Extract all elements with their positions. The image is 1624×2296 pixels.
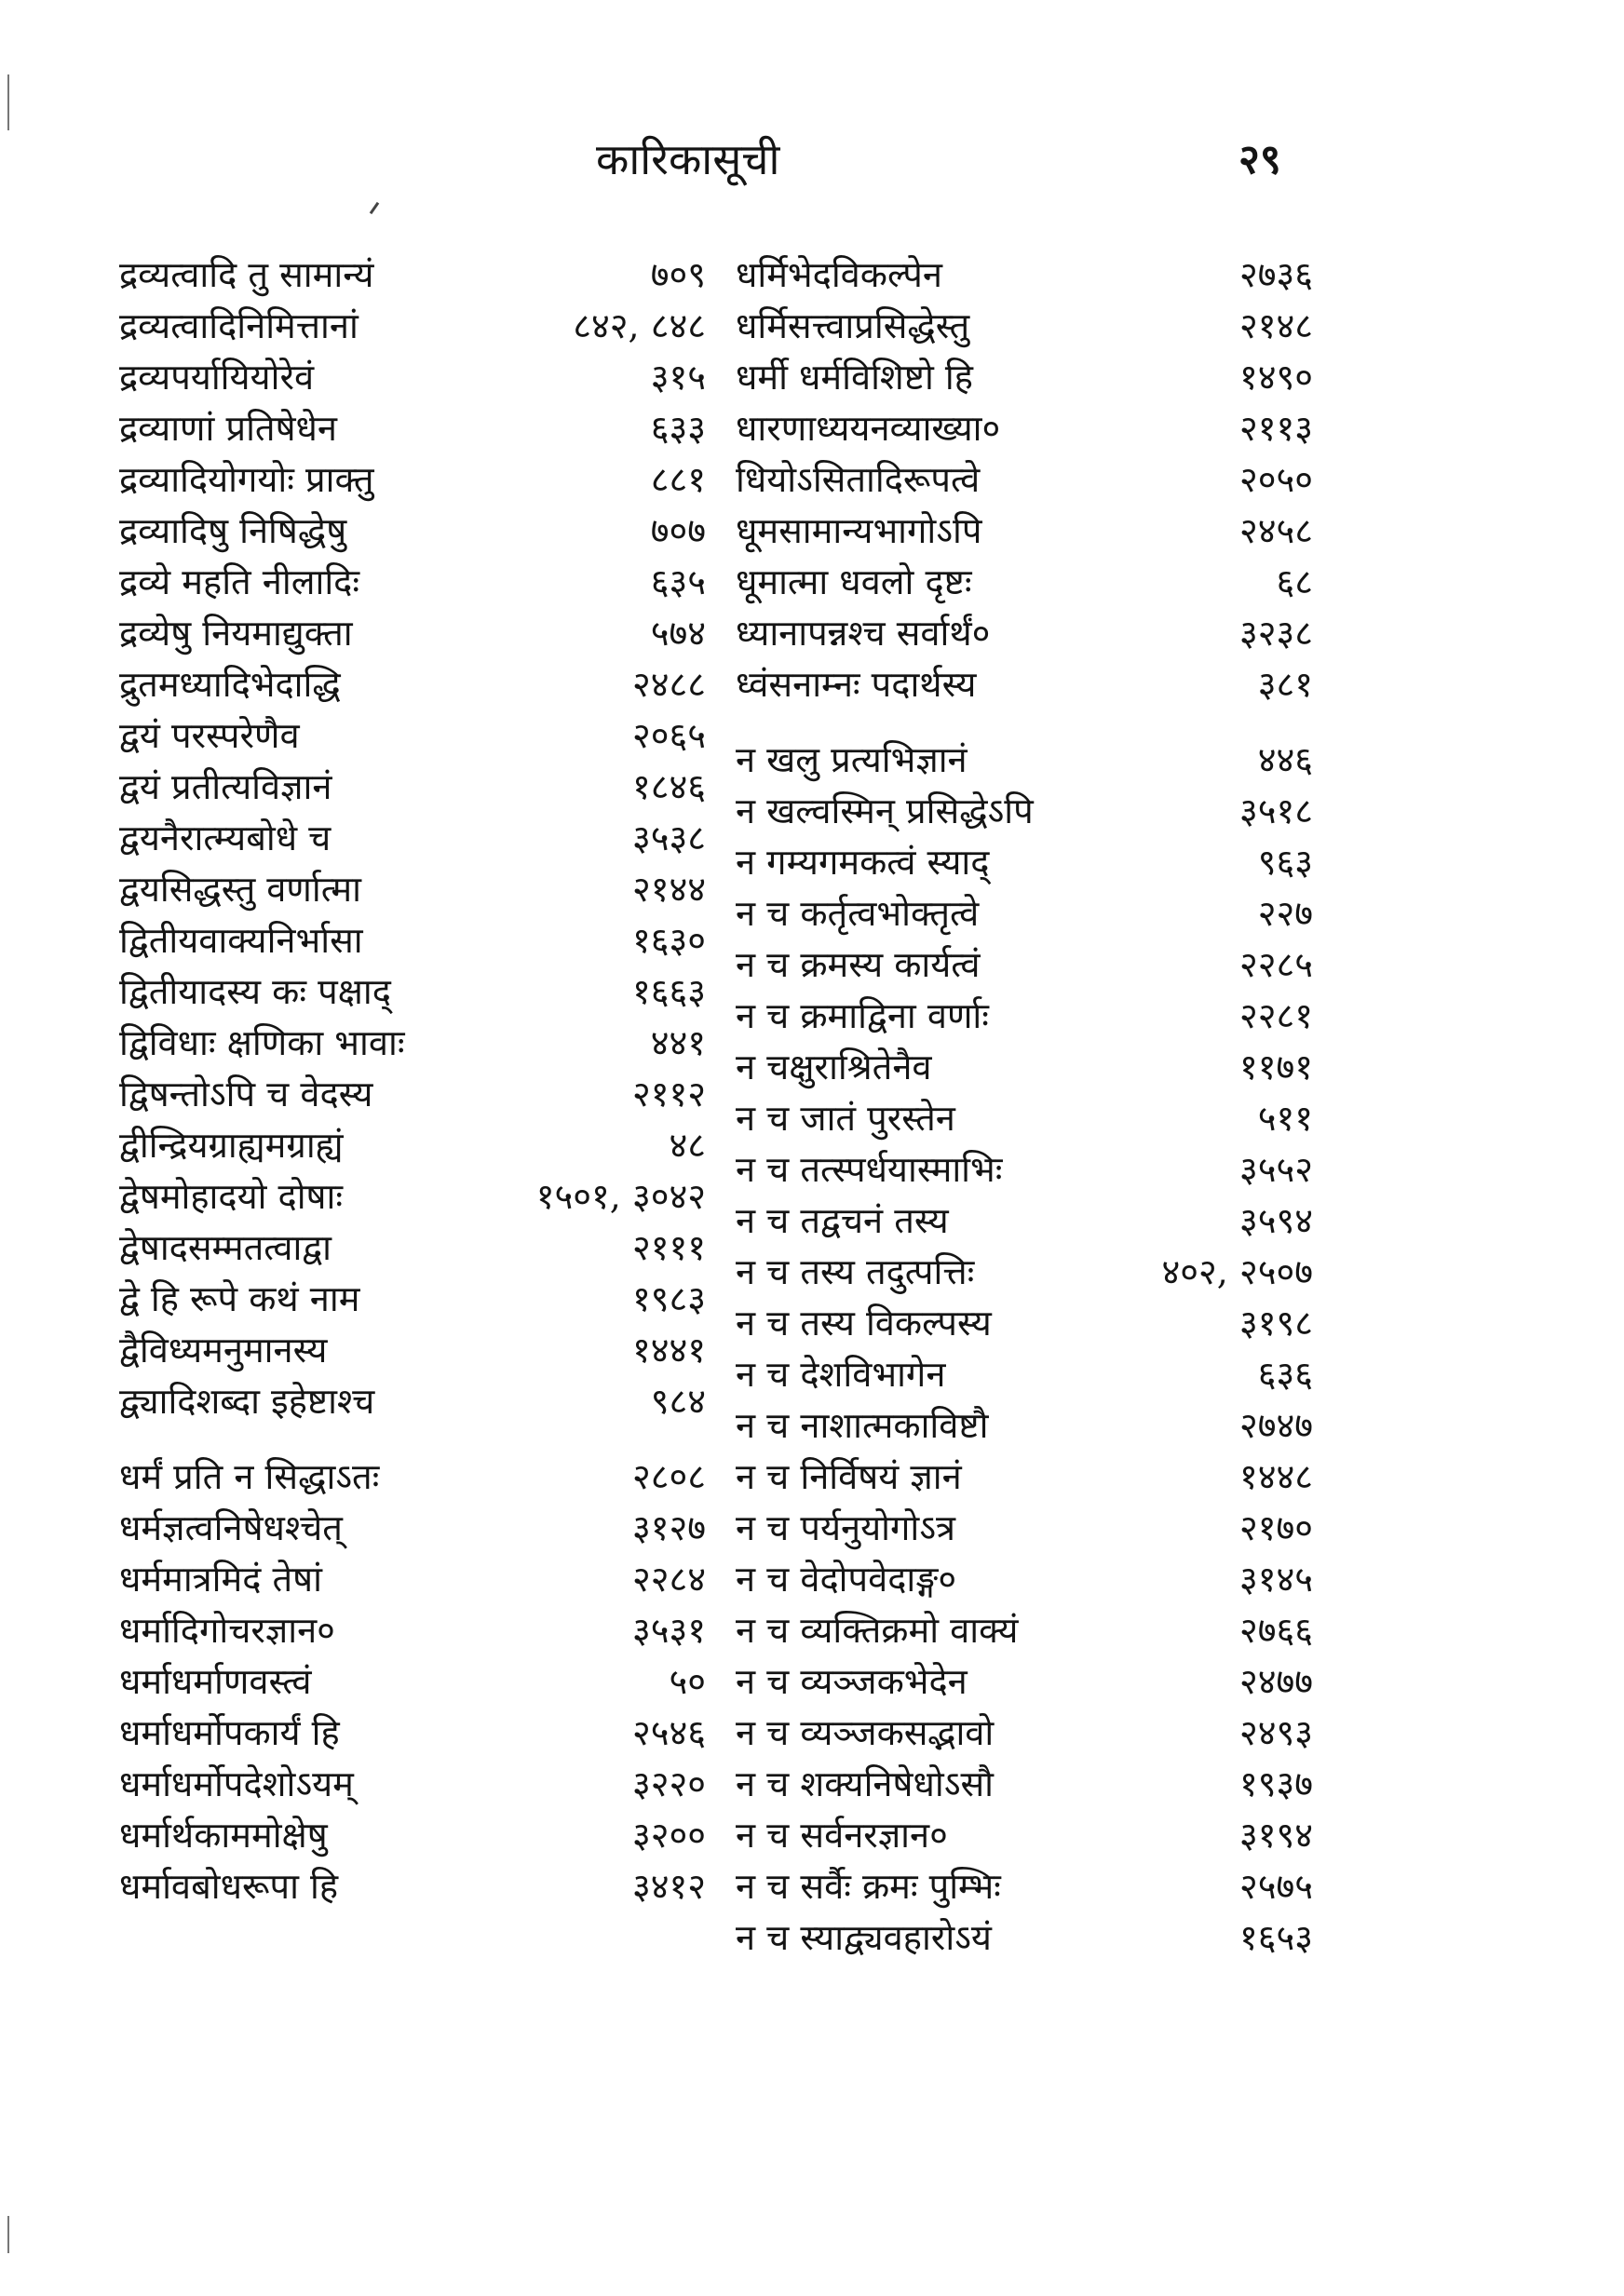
verse-number: ४०२, २५०७ [1161, 1251, 1313, 1292]
index-entry [736, 1554, 1313, 1605]
verse-text: द्विषन्तोऽपि च वेदस्य [119, 1074, 373, 1114]
verse-number: १६३० [631, 920, 706, 961]
index-entry [119, 1861, 706, 1912]
index-entry [119, 1656, 706, 1708]
index-entry [736, 1093, 1313, 1144]
verse-number: १६५३ [1238, 1917, 1313, 1958]
verse-number: १५०१, ३०४२ [535, 1176, 706, 1217]
index-entry [736, 608, 1313, 659]
verse-number: ४४६ [1257, 739, 1313, 780]
verse-number: ८८१ [650, 459, 706, 500]
verse-number: १४४८ [1238, 1456, 1313, 1497]
index-entry [119, 1554, 706, 1605]
verse-number: २५७५ [1238, 1866, 1313, 1907]
verse-number: १८४६ [631, 766, 706, 807]
verse-text: धर्मं प्रति न सिद्धाऽतः [119, 1456, 380, 1497]
index-entry [736, 1452, 1313, 1503]
verse-text: द्विविधाः क्षणिका भावाः [119, 1022, 405, 1063]
index-entry [119, 1171, 706, 1222]
index-entry [119, 557, 706, 608]
index-entry [119, 1376, 706, 1427]
verse-text: द्वयसिद्धस्तु वर्णात्मा [119, 869, 361, 910]
verse-text: द्वेषादसम्मतत्वाद्वा [119, 1227, 332, 1268]
index-entry [119, 608, 706, 659]
index-entry [736, 939, 1313, 991]
verse-text: धर्माधर्मोपदेशोऽयम् [119, 1763, 354, 1804]
index-entry [736, 1298, 1313, 1349]
index-entry [736, 301, 1313, 352]
verse-number: ३२३८ [1238, 613, 1313, 654]
verse-text: धर्मादिगोचरज्ञान० [119, 1610, 335, 1651]
verse-number: १९८३ [631, 1278, 706, 1319]
verse-number: २११२ [631, 1074, 706, 1114]
verse-number: १९३७ [1238, 1763, 1313, 1804]
verse-text: न च निर्विषयं ज्ञानं [736, 1456, 962, 1497]
verse-text: धर्मज्ञत्वनिषेधश्चेत् [119, 1507, 343, 1548]
verse-text: न च वेदोपवेदाङ्ग० [736, 1559, 957, 1600]
verse-number: ७०९ [650, 254, 706, 295]
verse-text: न च सर्वैः क्रमः पुम्भिः [736, 1866, 1001, 1907]
verse-number: १४४१ [631, 1330, 706, 1371]
verse-text: धर्मिभेदविकल्पेन [736, 254, 942, 295]
verse-number: ९८४ [650, 1381, 706, 1422]
verse-number: २५४६ [631, 1712, 706, 1753]
verse-text: द्वयं प्रतीत्यविज्ञानं [119, 766, 332, 807]
index-entry [119, 915, 706, 966]
verse-text: धर्माधर्मोपकार्यं हि [119, 1712, 340, 1753]
verse-number: २१४४ [631, 869, 706, 910]
index-entry [736, 1144, 1313, 1195]
verse-number: ३२०० [631, 1815, 706, 1856]
verse-number: २२७ [1257, 893, 1313, 934]
margin-rule [7, 74, 9, 130]
index-entry [119, 352, 706, 403]
index-entry [119, 506, 706, 557]
index-entry [736, 1400, 1313, 1452]
index-entry [736, 1503, 1313, 1554]
left-index-column [119, 250, 706, 1912]
index-entry [119, 659, 706, 710]
index-entry [119, 1810, 706, 1861]
verse-text: न च व्यक्तिक्रमो वाक्यं [736, 1610, 1019, 1651]
verse-text: द्वैविध्यमनुमानस्य [119, 1330, 328, 1371]
verse-number: ३५९४ [1238, 1200, 1313, 1241]
verse-text: धर्मावबोधरूपा हि [119, 1866, 339, 1907]
verse-text: द्वे हि रूपे कथं नाम [119, 1278, 360, 1319]
verse-text: द्वयं परस्परेणैव [119, 715, 300, 756]
page-title: कारिकासूची [596, 134, 780, 184]
index-entry [119, 1222, 706, 1274]
verse-text: द्व्यादिशब्दा इहेष्टाश्च [119, 1381, 375, 1422]
index-entry [119, 813, 706, 864]
verse-text: ध्यानापन्नश्च सर्वार्थं० [736, 613, 991, 654]
index-entry [119, 710, 706, 762]
verse-text: धूमात्मा धवलो दृष्टः [736, 561, 972, 602]
index-entry [736, 454, 1313, 506]
verse-text: धियोऽसितादिरूपत्वे [736, 459, 981, 500]
index-entry [736, 1195, 1313, 1247]
index-entry [736, 352, 1313, 403]
index-entry [736, 888, 1313, 939]
verse-text: द्रव्याणां प्रतिषेधेन [119, 408, 337, 449]
verse-text: न च तस्य तदुत्पत्तिः [736, 1251, 975, 1292]
verse-number: ६३३ [650, 408, 706, 449]
index-entry [736, 1810, 1313, 1861]
index-entry [736, 991, 1313, 1042]
verse-text: द्वितीयादस्य कः पक्षाद् [119, 971, 391, 1012]
verse-number: ६३६ [1257, 1354, 1313, 1395]
verse-number: २०६५ [631, 715, 706, 756]
index-entry [736, 1605, 1313, 1656]
right-index-column [736, 250, 1313, 1964]
verse-number: २०५० [1238, 459, 1313, 500]
verse-text: न च व्यञ्जकभेदेन [736, 1661, 968, 1702]
verse-text: धूमसामान्यभागोऽपि [736, 510, 982, 551]
verse-text: द्रव्यत्वादि तु सामान्यं [119, 254, 374, 295]
verse-number: ९६३ [1257, 842, 1313, 883]
index-entry [736, 506, 1313, 557]
verse-text: धर्मिसत्त्वाप्रसिद्धेस्तु [736, 305, 970, 346]
verse-number: २१७० [1238, 1507, 1313, 1548]
verse-number: ३८१ [1257, 664, 1313, 705]
verse-number: २२८१ [1238, 995, 1313, 1036]
verse-text: न गम्यगमकत्वं स्याद् [736, 842, 990, 883]
verse-text: द्रव्यत्वादिनिमित्तानां [119, 305, 359, 346]
verse-text: धर्ममात्रमिदं तेषां [119, 1559, 322, 1600]
verse-number: २४८८ [631, 664, 706, 705]
verse-text: द्रुतमध्यादिभेदाद्धि [119, 664, 341, 705]
verse-number: ३२२० [631, 1763, 706, 1804]
index-entry [119, 1274, 706, 1325]
index-entry [736, 1912, 1313, 1964]
verse-number: ३५३८ [631, 817, 706, 858]
verse-text: न खल्वस्मिन् प्रसिद्धेऽपि [736, 790, 1034, 831]
verse-number: २१४८ [1238, 305, 1313, 346]
verse-text: धर्मी धर्मविशिष्टो हि [736, 357, 973, 398]
index-entry [119, 762, 706, 813]
verse-number: ४४१ [650, 1022, 706, 1063]
index-entry [119, 250, 706, 301]
index-entry [736, 557, 1313, 608]
index-entry [736, 250, 1313, 301]
verse-number: २४७७ [1238, 1661, 1313, 1702]
verse-number: ११७१ [1238, 1047, 1313, 1087]
index-entry [736, 1708, 1313, 1759]
verse-text: न च जातं पुरस्तेन [736, 1098, 955, 1139]
verse-number: ३५१८ [1238, 790, 1313, 831]
verse-text: धर्माधर्माणवस्त्वं [119, 1661, 312, 1702]
verse-text: द्रव्यपर्यायियोरेवं [119, 357, 315, 398]
index-entry [736, 735, 1313, 786]
index-entry [736, 1042, 1313, 1093]
verse-text: न च कर्तृत्वभोक्तृत्वे [736, 893, 980, 934]
verse-text: न खलु प्रत्यभिज्ञानं [736, 739, 968, 780]
verse-number: ८४२, ८४८ [573, 305, 706, 346]
verse-text: न च क्रमस्य कार्यत्वं [736, 944, 981, 985]
verse-text: न च पर्यनुयोगोऽत्र [736, 1507, 955, 1548]
verse-number: २११३ [1238, 408, 1313, 449]
verse-number: ५७४ [650, 613, 706, 654]
verse-text: ध्वंसनाम्नः पदार्थस्य [736, 664, 977, 705]
index-entry [736, 403, 1313, 454]
verse-text: न चक्षुराश्रितेनैव [736, 1047, 932, 1087]
verse-text: न च स्याद्व्यवहारोऽयं [736, 1917, 992, 1958]
verse-text: न च तद्वचनं तस्य [736, 1200, 949, 1241]
index-entry [736, 1759, 1313, 1810]
verse-text: न च तत्स्पर्धयास्माभिः [736, 1149, 1003, 1190]
index-entry [119, 864, 706, 915]
index-entry [119, 1069, 706, 1120]
margin-rule [7, 2216, 9, 2253]
verse-text: न च व्यञ्जकसद्भावो [736, 1712, 995, 1753]
verse-text: धर्मार्थकाममोक्षेषु [119, 1815, 328, 1856]
verse-number: ३१४५ [1238, 1559, 1313, 1600]
index-entry [119, 1503, 706, 1554]
index-entry [736, 837, 1313, 888]
verse-number: ५० [669, 1661, 706, 1702]
verse-text: न च देशविभागेन [736, 1354, 946, 1395]
verse-text: न च क्रमाद्विना वर्णाः [736, 995, 989, 1036]
index-entry [119, 1708, 706, 1759]
verse-number: ३१२७ [631, 1507, 706, 1548]
verse-number: ६८ [1276, 561, 1313, 602]
verse-number: २४९३ [1238, 1712, 1313, 1753]
verse-text: न च तस्य विकल्पस्य [736, 1303, 992, 1344]
verse-number: ३५५२ [1238, 1149, 1313, 1190]
index-entry [119, 403, 706, 454]
verse-number: ३१९८ [1238, 1303, 1313, 1344]
verse-number: ५११ [1257, 1098, 1313, 1139]
verse-number: ७०७ [650, 510, 706, 551]
verse-text: न च शक्यनिषेधोऽसौ [736, 1763, 994, 1804]
index-entry [119, 1605, 706, 1656]
verse-number: २७४७ [1238, 1405, 1313, 1446]
verse-number: ३४१२ [631, 1866, 706, 1907]
verse-number: २२८५ [1238, 944, 1313, 985]
verse-number: २२८४ [631, 1559, 706, 1600]
index-entry [736, 1247, 1313, 1298]
index-entry [119, 966, 706, 1018]
verse-number: २७३६ [1238, 254, 1313, 295]
index-entry [736, 1349, 1313, 1400]
verse-number: २१११ [631, 1227, 706, 1268]
verse-number: ३१५ [650, 357, 706, 398]
verse-number: १६६३ [631, 971, 706, 1012]
verse-number: २४५८ [1238, 510, 1313, 551]
index-entry [736, 1656, 1313, 1708]
verse-number: ३१९४ [1238, 1815, 1313, 1856]
verse-text: द्रव्येषु नियमाद्युक्ता [119, 613, 353, 654]
verse-number: २७६६ [1238, 1610, 1313, 1651]
verse-number: २८०८ [631, 1456, 706, 1497]
index-entry [119, 1452, 706, 1503]
verse-number: १४९० [1238, 357, 1313, 398]
index-entry [736, 1861, 1313, 1912]
index-entry [119, 1759, 706, 1810]
index-entry [736, 659, 1313, 710]
index-entry [119, 1120, 706, 1171]
verse-text: न च सर्वनरज्ञान० [736, 1815, 948, 1856]
verse-number: ४८ [669, 1125, 706, 1166]
verse-text: द्वेषमोहादयो दोषाः [119, 1176, 344, 1217]
verse-number: ६३५ [650, 561, 706, 602]
page-number: २९ [1238, 136, 1281, 183]
verse-text: न च नाशात्मकाविष्टौ [736, 1405, 989, 1446]
verse-number: ३५३१ [631, 1610, 706, 1651]
verse-text: द्रव्यादियोगयोः प्राक्तु [119, 459, 374, 500]
index-entry [119, 1325, 706, 1376]
verse-text: द्रव्ये महति नीलादिः [119, 561, 360, 602]
index-entry [736, 786, 1313, 837]
verse-text: द्रव्यादिषु निषिद्धेषु [119, 510, 347, 551]
verse-text: द्वितीयवाक्यनिर्भासा [119, 920, 363, 961]
index-entry [119, 301, 706, 352]
verse-text: धारणाध्ययनव्याख्या० [736, 408, 1001, 449]
ink-mark [370, 202, 379, 214]
index-entry [119, 1018, 706, 1069]
verse-text: द्वयनैरात्म्यबोधे च [119, 817, 332, 858]
index-entry [119, 454, 706, 506]
verse-text: द्वीन्द्रियग्राह्यमग्राह्यं [119, 1125, 344, 1166]
